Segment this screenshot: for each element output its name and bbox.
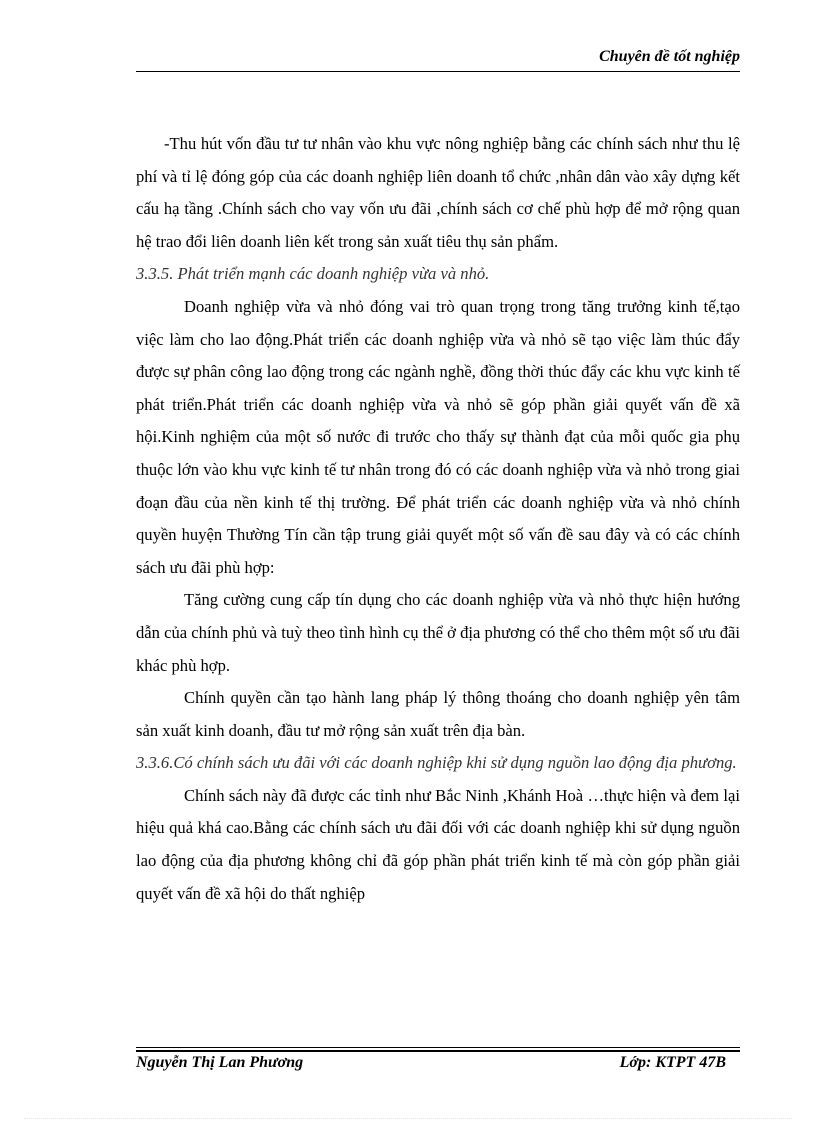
page-edge-dotted-line [24,1118,792,1119]
section-heading-3-3-6: 3.3.6.Có chính sách ưu đãi với các doanh nghiệp khi sử dụng nguồn lao động địa phương. [136,753,737,773]
footer-author: Nguyễn Thị Lan Phương [136,1054,304,1071]
page-header [136,46,740,72]
footer-divider-thin [136,1047,740,1048]
document-body [136,128,740,910]
section-heading-3-3-5: 3.3.5. Phát triển mạnh các doanh nghiệp vừa và nhỏ. [136,264,490,284]
footer-divider-thick [136,1050,740,1052]
footer-class: Lớp: KTPT 47B [619,1054,726,1071]
header-divider [136,71,740,72]
paragraph-4: Chính quyền cần tạo hành lang pháp lý thông thoáng cho doanh nghiệp yên tâm sản xuất kinh doanh, đầu tư mở rộng sản xuất trên địa bàn. [136,688,740,740]
header-title: Chuyên đề tốt nghiệp [599,48,740,65]
page-footer [136,1047,740,1079]
paragraph-5: Chính sách này đã được các tỉnh như Bắc Ninh ,Khánh Hoà …thực hiện và đem lại hiệu quả khá cao.Bằng các chính sách ưu đãi đối với các doanh nghiệp khi sử dụng nguồn lao động của địa phương không chỉ đã góp phần phát triển kinh tế mà còn góp phần giải quyết vấn đề xã hội do thất nghiệp [136,785,740,903]
paragraph-3: Tăng cường cung cấp tín dụng cho các doanh nghiệp vừa và nhỏ thực hiện hướng dẫn của chính phủ và tuỳ theo tình hình cụ thể ở địa phương có thể cho thêm một số ưu đãi khác phù hợp. [136,590,740,675]
paragraph-2: Doanh nghiệp vừa và nhỏ đóng vai trò quan trọng trong tăng trưởng kinh tế,tạo việc làm cho lao động.Phát triển các doanh nghiệp vừa và nhỏ sẽ tạo việc làm thúc đẩy được sự phân công lao động trong các ngành nghề, đồng thời thúc đẩy các khu vực kinh tế phát triển.Phát triển các doanh nghiệp vừa và nhỏ sẽ góp phần giải quyết vấn đề xã hội.Kinh nghiệm của một số nước đi trước cho thấy sự thành đạt của mỗi quốc gia phụ thuộc lớn vào khu vực kinh tế tư nhân trong đó có các doanh nghiệp vừa và nhỏ trong giai đoạn đầu của nền kinh tế thị trường. Để phát triển các doanh nghiệp vừa và nhỏ chính quyền huyện Thường Tín cần tập trung giải quyết một số vấn đề sau đây và có các chính sách ưu đãi phù hợp: [136,296,740,577]
paragraph-1: -Thu hút vốn đầu tư tư nhân vào khu vực nông nghiệp bằng các chính sách như thu lệ phí và tỉ lệ đóng góp của các doanh nghiệp liên doanh tổ chức ,nhân dân vào xây dựng kết cấu hạ tầng .Chính sách cho vay vốn ưu đãi ,chính sách cơ chế phù hợp để mở rộng quan hệ trao đổi liên doanh liên kết trong sản xuất tiêu thụ sản phẩm. [136,134,740,251]
